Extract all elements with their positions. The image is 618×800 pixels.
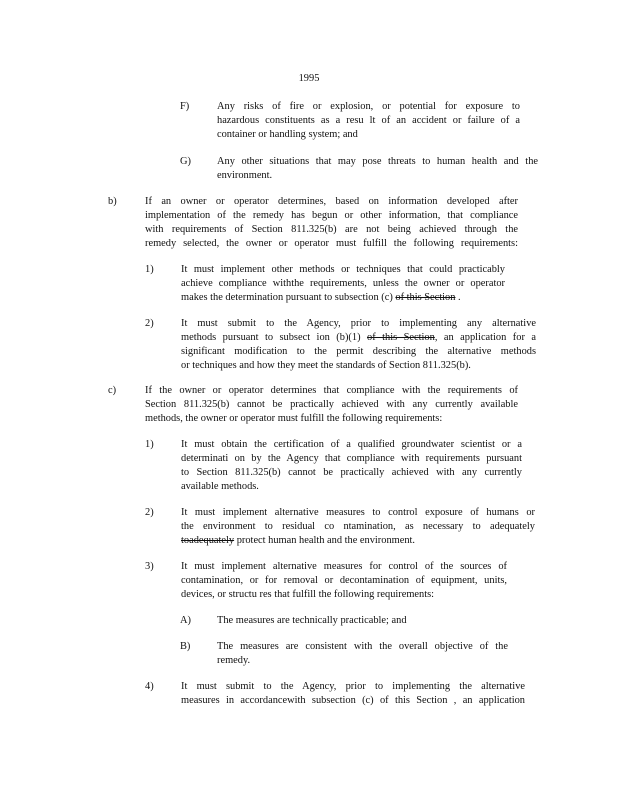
item-text: It must submit to the Agency, prior to implementing the alternative measures in accordancewith subsection (c) of this Section , an application [181, 681, 525, 706]
item-text: If an owner or operator determines, based on information developed after implementation of the remedy has begun or other information, that compliance with requirements of Section 811.325(b) are not being achieved through the remedy selected, the owner or operator must fulfill the following requirements: [145, 196, 518, 249]
struck-text: of this Section [395, 292, 456, 303]
item-text: It must obtain the certification of a qualified groundwater scientist or a determinati on by the Agency that compliance with requirements pursuant to Section 811.325(b) cannot be practically achieved with any currently available methods. [181, 439, 522, 492]
item-label: 1) [145, 264, 154, 275]
item-label: 2) [145, 507, 154, 518]
item-label: 4) [145, 681, 154, 692]
item-label: 1) [145, 439, 154, 450]
item-label: b) [108, 196, 117, 207]
item-label: 3) [145, 561, 154, 572]
item-text: If the owner or operator determines that compliance with the requirements of Section 811.325(b) cannot be practically achieved with any currently available methods, the owner or operator must fulfill the following requirements: [145, 385, 518, 424]
item-label: 2) [145, 318, 154, 329]
item-label: c) [108, 385, 117, 396]
item-text: Any risks of fire or explosion, or potential for exposure to hazardous constituents as a resu lt of an accident or failure of a container or handling system; and [217, 101, 520, 140]
page-number: 1995 [298, 73, 320, 84]
struck-text: of this Section [367, 332, 435, 343]
item-text: It must implement other methods or techniques that could practicably achieve compliance withthe requirements, unless the owner or operator makes the determination pursuant to subsection (c) of this Section . [181, 264, 505, 303]
item-text: It must submit to the Agency, prior to implementing any alternative methods pursuant to subsect ion (b)(1) of this Section, an application for a significant modification to the permit describing the alternative methods or techniques and how they meet the standards of Section 811.325(b). [181, 318, 536, 371]
item-label: A) [180, 615, 191, 626]
item-text: Any other situations that may pose threats to human health and the environment. [217, 156, 538, 181]
item-label: F) [180, 101, 190, 112]
item-label: B) [180, 641, 191, 652]
item-text: It must implement alternative measures to control exposure of humans or the environment to residual co ntamination, as necessary to adequately toadequately protect human health and the environment. [181, 507, 535, 546]
item-text: The measures are technically practicable; and [217, 615, 407, 626]
struck-text: toadequately [181, 535, 235, 546]
item-text: The measures are consistent with the overall objective of the remedy. [217, 641, 508, 666]
item-text: It must implement alternative measures for control of the sources of contamination, or for removal or decontamination of equipment, units, devices, or structu res that fulfill the following requirements: [181, 561, 507, 600]
item-label: G) [180, 156, 191, 167]
